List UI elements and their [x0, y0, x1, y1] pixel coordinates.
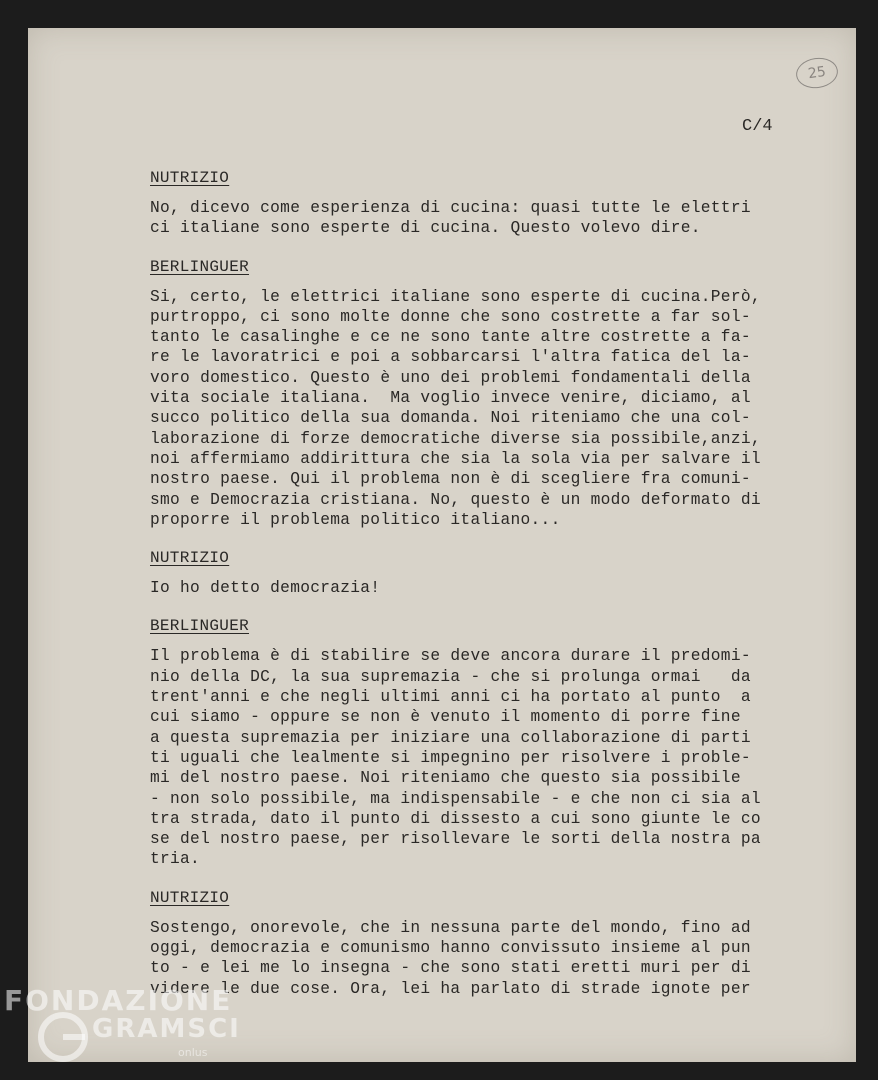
speaker-name: NUTRIZIO [150, 169, 230, 187]
page-reference: C/4 [742, 117, 773, 136]
watermark-line2: GRAMSCI [92, 1014, 241, 1044]
speaker-name: BERLINGUER [150, 617, 250, 636]
transcript-body [150, 168, 790, 1017]
document-page [28, 28, 856, 1062]
text-line: smo e Democrazia cristiana. No, questo è un modo deformato di [150, 490, 761, 509]
text-line: videre le due cose. Ora, lei ha parlato di strade ignote per [150, 979, 751, 998]
speaker-row [150, 257, 790, 277]
speech-paragraph [150, 918, 790, 999]
text-line: Io ho detto democrazia! [150, 579, 381, 598]
speaker-row [150, 548, 790, 568]
speaker-row [150, 168, 790, 188]
text-line: No, dicevo come esperienza di cucina: quasi tutte le elettri [150, 199, 751, 217]
archive-number-stamp [794, 55, 840, 91]
text-line: Sostengo, onorevole, che in nessuna parte del mondo, fino ad [150, 918, 751, 937]
text-line: tanto le casalinghe e ce ne sono tante altre costrette a fa- [150, 328, 751, 347]
text-line: tra strada, dato il punto di dissesto a cui sono giunte le co [150, 809, 761, 828]
archive-number: 25 [807, 63, 827, 83]
speech-paragraph [150, 578, 790, 598]
dialogue-block [150, 616, 790, 869]
dialogue-block [150, 548, 790, 598]
text-line: ci italiane sono esperte di cucina. Questo volevo dire. [150, 219, 701, 238]
speaker-row [150, 888, 790, 908]
speaker-name: NUTRIZIO [150, 888, 230, 907]
speech-paragraph [150, 287, 790, 531]
speaker-name: NUTRIZIO [150, 549, 230, 568]
dialogue-block [150, 888, 790, 999]
text-line: purtroppo, ci sono molte donne che sono costrette a far sol- [150, 307, 751, 326]
text-line: succo politico della sua domanda. Noi riteniamo che una col- [150, 409, 751, 428]
text-line: noi affermiamo addirittura che sia la sola via per salvare il [150, 449, 761, 468]
speaker-row [150, 616, 790, 636]
watermark-line1: FONDAZIONE [4, 984, 233, 1017]
speech-paragraph [150, 198, 790, 239]
text-line: se del nostro paese, per risollevare le sorti della nostra pa [150, 830, 761, 849]
text-line: ti uguali che lealmente si impegnino per risolvere i proble- [150, 748, 751, 767]
text-line: mi del nostro paese. Noi riteniamo che questo sia possibile [150, 769, 741, 788]
text-line: oggi, democrazia e comunismo hanno convissuto insieme al pun [150, 939, 751, 958]
text-line: proporre il problema politico italiano... [150, 510, 561, 529]
text-line: voro domestico. Questo è uno dei problemi fondamentali della [150, 368, 751, 387]
text-line: to - e lei me lo insegna - che sono stati eretti muri per di [150, 959, 751, 978]
speaker-name: BERLINGUER [150, 257, 250, 276]
watermark-line3: onlus [178, 1046, 208, 1059]
text-line: nio della DC, la sua supremazia - che si prolunga ormai da [150, 667, 751, 686]
text-line: vita sociale italiana. Ma voglio invece venire, diciamo, al [150, 389, 751, 408]
text-line: trent'anni e che negli ultimi anni ci ha portato al punto a [150, 688, 751, 707]
text-line: tria. [150, 850, 201, 869]
text-line: laborazione di forze democratiche diverse sia possibile,anzi, [150, 429, 761, 448]
text-line: - non solo possibile, ma indispensabile - e che non ci sia al [150, 789, 761, 808]
text-line: Il problema è di stabilire se deve ancora durare il predomi- [150, 647, 751, 666]
dialogue-block [150, 168, 790, 239]
text-line: a questa supremazia per iniziare una collaborazione di parti [150, 728, 751, 747]
speech-paragraph [150, 646, 790, 869]
text-line: cui siamo - oppure se non è venuto il momento di porre fine [150, 708, 741, 727]
text-line: nostro paese. Qui il problema non è di scegliere fra comuni- [150, 470, 751, 489]
dialogue-block [150, 257, 790, 531]
text-line: Si, certo, le elettrici italiane sono esperte di cucina.Però, [150, 287, 761, 306]
text-line: re le lavoratrici e poi a sobbarcarsi l'altra fatica del la- [150, 348, 751, 367]
